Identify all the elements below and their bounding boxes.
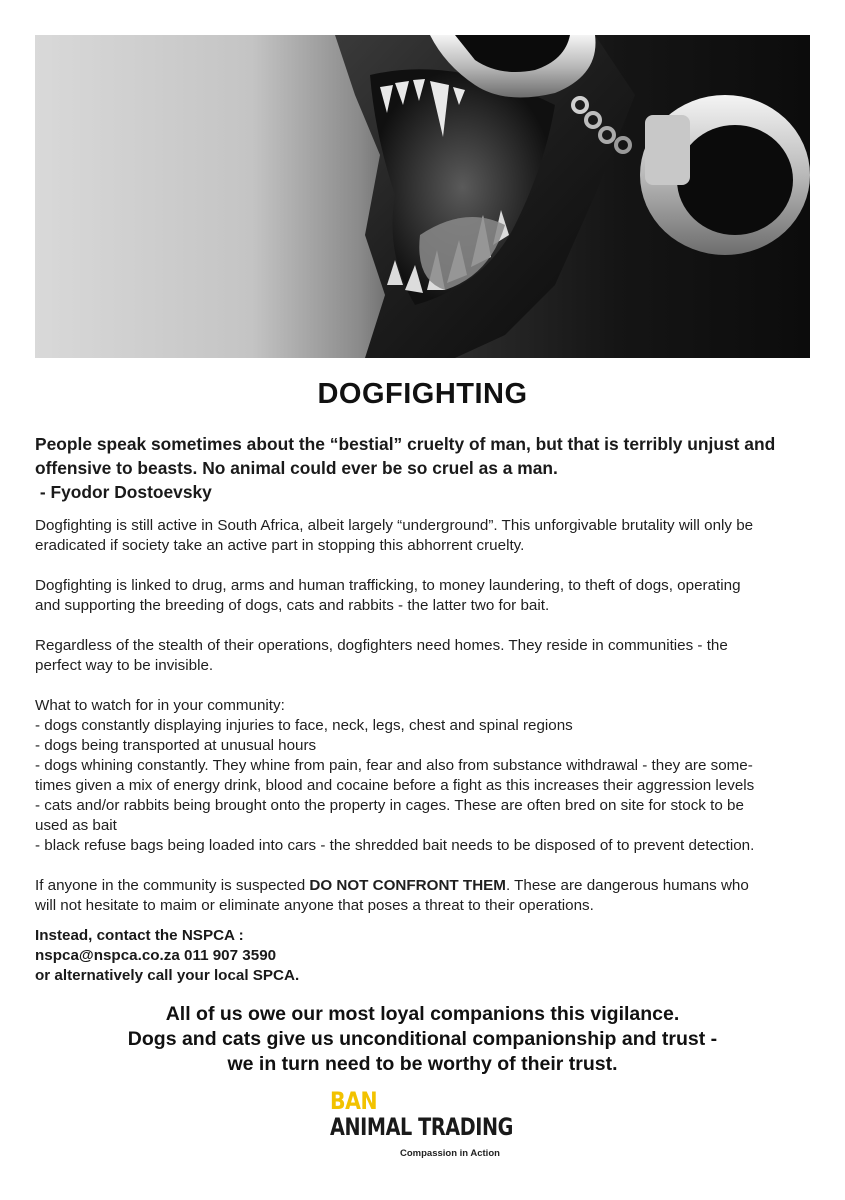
warning-emphasis: DO NOT CONFRONT THEM — [309, 877, 506, 894]
watch-item: - cats and/or rabbits being brought onto the property in cages. These are often bred on site for stock to be — [35, 797, 744, 814]
closing-line: we in turn need to be worthy of their trust. — [227, 1053, 618, 1075]
watch-item: used as bait — [35, 817, 117, 834]
ban-animal-trading-logo — [330, 1088, 530, 1168]
text-line: and supporting the breeding of dogs, cats and rabbits - the latter two for bait. — [35, 597, 550, 614]
text-line — [35, 876, 815, 896]
contact-block — [35, 926, 535, 986]
paragraph-trafficking — [35, 576, 815, 616]
paragraph-communities — [35, 636, 815, 676]
watch-item: - black refuse bags being loaded into cars - the shredded bait needs to be disposed of to prevent detection. — [35, 837, 755, 854]
text-line: perfect way to be invisible. — [35, 657, 214, 674]
hero-image — [35, 35, 810, 358]
quote-line: offensive to beasts. No animal could ever be so cruel as a man. — [35, 458, 558, 478]
snarling-dog-illustration — [35, 35, 810, 358]
contact-heading: Instead, contact the NSPCA : — [35, 927, 244, 944]
warning-text: . These are dangerous humans who — [505, 877, 749, 894]
text-line: will not hesitate to maim or eliminate anyone that poses a threat to their operations. — [35, 897, 594, 914]
watch-item: times given a mix of energy drink, blood and cocaine before a fight as this increases their aggression levels — [35, 777, 755, 794]
warning-text: If anyone in the community is suspected — [35, 877, 310, 894]
watch-list — [35, 696, 815, 856]
dostoevsky-quote — [35, 432, 810, 504]
closing-line: All of us owe our most loyal companions this vigilance. — [165, 1003, 680, 1025]
paragraph-warning — [35, 876, 815, 916]
watch-item: - dogs being transported at unusual hours — [35, 737, 317, 754]
watch-item: - dogs whining constantly. They whine from pain, fear and also from substance withdrawal - they are some- — [35, 757, 753, 774]
logo-tagline: Compassion in Action — [400, 1148, 500, 1159]
page-title: DOGFIGHTING — [317, 378, 528, 410]
paragraph-underground — [35, 516, 815, 556]
text-line: Dogfighting is linked to drug, arms and human trafficking, to money laundering, to theft of dogs, operating — [35, 577, 741, 594]
logo-animal-trading: ANIMAL TRADING — [330, 1113, 514, 1141]
text-line: eradicated if society take an active part in stopping this abhorrent cruelty. — [35, 537, 525, 554]
text-line: Dogfighting is still active in South Africa, albeit largely “underground”. This unforgivable brutality will only be — [35, 517, 754, 534]
closing-statement — [0, 1002, 845, 1077]
closing-line: Dogs and cats give us unconditional companionship and trust - — [127, 1028, 718, 1050]
text-line: Regardless of the stealth of their operations, dogfighters need homes. They reside in communities - the — [35, 637, 728, 654]
watch-item: - dogs constantly displaying injuries to face, neck, legs, chest and spinal regions — [35, 717, 573, 734]
quote-line: People speak sometimes about the “bestial” cruelty of man, but that is terribly unjust and — [35, 434, 776, 454]
logo-ban: BAN — [330, 1087, 378, 1115]
quote-attribution: - Fyodor Dostoevsky — [35, 482, 212, 502]
watch-heading: What to watch for in your community: — [35, 697, 285, 714]
contact-email-phone[interactable]: nspca@nspca.co.za 011 907 3590 — [35, 947, 277, 964]
article-body — [35, 516, 815, 936]
contact-alternative: or alternatively call your local SPCA. — [35, 967, 300, 984]
